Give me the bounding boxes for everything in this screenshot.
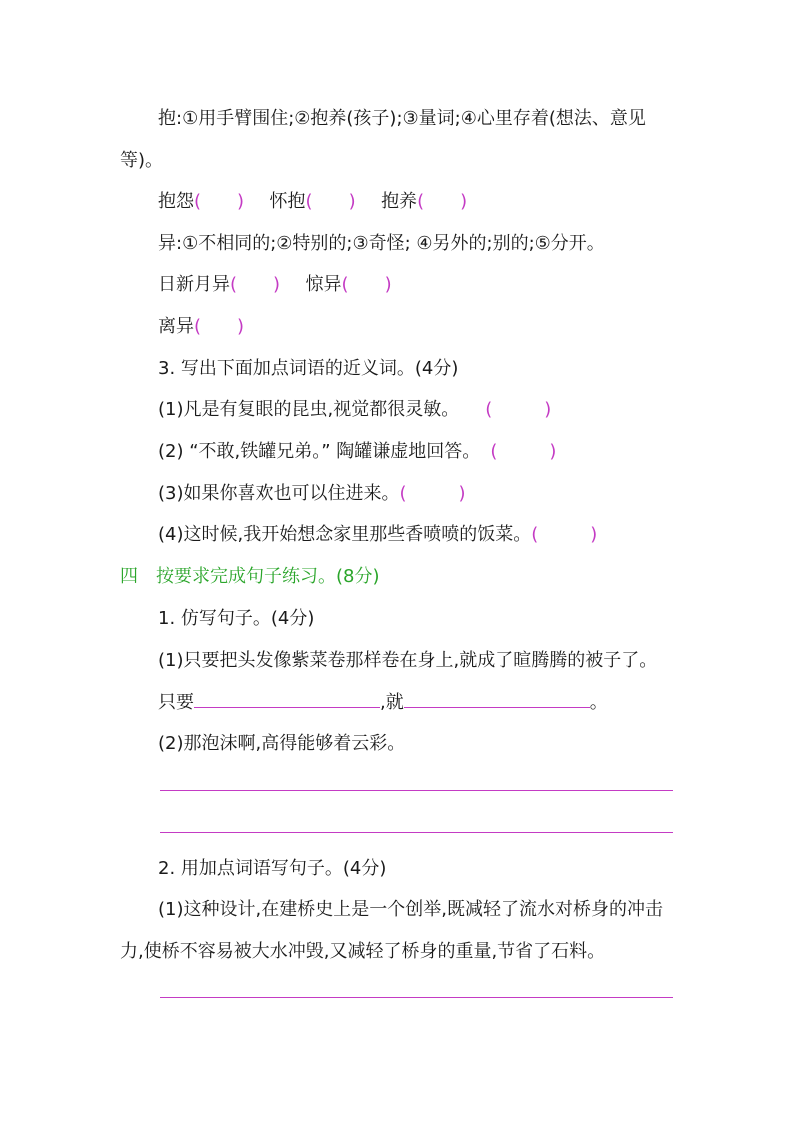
q1-item-2: (2)那泡沫啊,高得能够着云彩。 [158, 733, 406, 754]
answer-line-1[interactable] [160, 790, 673, 791]
q3-item-3: (3)如果你喜欢也可以住进来。( ) [158, 483, 466, 504]
yi-definition: 异:①不相同的;②特别的;③奇怪; ④另外的;别的;⑤分开。 [158, 233, 605, 254]
answer-blank[interactable]: ( ) [194, 316, 245, 337]
q3-item-2: (2) “不敢,铁罐兄弟。” 陶罐谦虚地回答。 ( ) [158, 441, 557, 462]
word-baoyang: 抱养 [381, 191, 418, 212]
answer-blank[interactable]: ( ) [531, 524, 598, 545]
answer-blank[interactable]: ( ) [230, 274, 281, 295]
q2-item-1-line2: 力,使桥不容易被大水冲毁,又减轻了桥身的重量,节省了石料。 [120, 941, 606, 962]
answer-blank[interactable]: ( ) [417, 191, 468, 212]
fill-blank-2[interactable] [404, 689, 590, 708]
q1-sentence-frame: 只要 ,就 。 [158, 689, 608, 716]
answer-line-2[interactable] [160, 832, 673, 833]
q1-title: 1. 仿写句子。(4分) [158, 608, 315, 629]
answer-blank[interactable]: ( ) [305, 191, 356, 212]
q3-title: 3. 写出下面加点词语的近义词。(4分) [158, 358, 459, 379]
word-rixinyueyi: 日新月异 [158, 274, 230, 295]
answer-blank[interactable]: ( ) [341, 274, 392, 295]
yi-word-row-1 [158, 272, 392, 298]
word-liyi: 离异 [158, 316, 194, 337]
section-4-heading: 四 按要求完成句子练习。(8分) [120, 566, 380, 587]
word-jingyi: 惊异 [305, 274, 342, 295]
bao-definition: 抱:①用手臂围住;②抱养(孩子);③量词;④心里存着(想法、意见 [158, 108, 646, 129]
answer-line-3[interactable] [160, 997, 673, 998]
bao-word-row [158, 189, 467, 215]
q3-item-1: (1)凡是有复眼的昆虫,视觉都很灵敏。 ( ) [158, 399, 552, 420]
answer-blank[interactable]: ( ) [485, 399, 552, 420]
answer-blank[interactable]: ( ) [399, 483, 466, 504]
answer-blank[interactable]: ( ) [194, 191, 245, 212]
q1-item-1: (1)只要把头发像紫菜卷那样卷在身上,就成了暄腾腾的被子了。 [158, 650, 658, 671]
word-baoyuan: 抱怨 [158, 191, 194, 212]
q2-item-1-line1: (1)这种设计,在建桥史上是一个创举,既减轻了流水对桥身的冲击 [158, 899, 663, 920]
answer-blank[interactable]: ( ) [490, 441, 557, 462]
yi-word-row-2 [158, 314, 244, 340]
fill-blank-1[interactable] [194, 689, 380, 708]
word-huaibao: 怀抱 [269, 191, 306, 212]
bao-definition-cont: 等)。 [120, 150, 164, 171]
q3-item-4: (4)这时候,我开始想念家里那些香喷喷的饭菜。( ) [158, 524, 598, 545]
q2-title: 2. 用加点词语写句子。(4分) [158, 858, 387, 879]
